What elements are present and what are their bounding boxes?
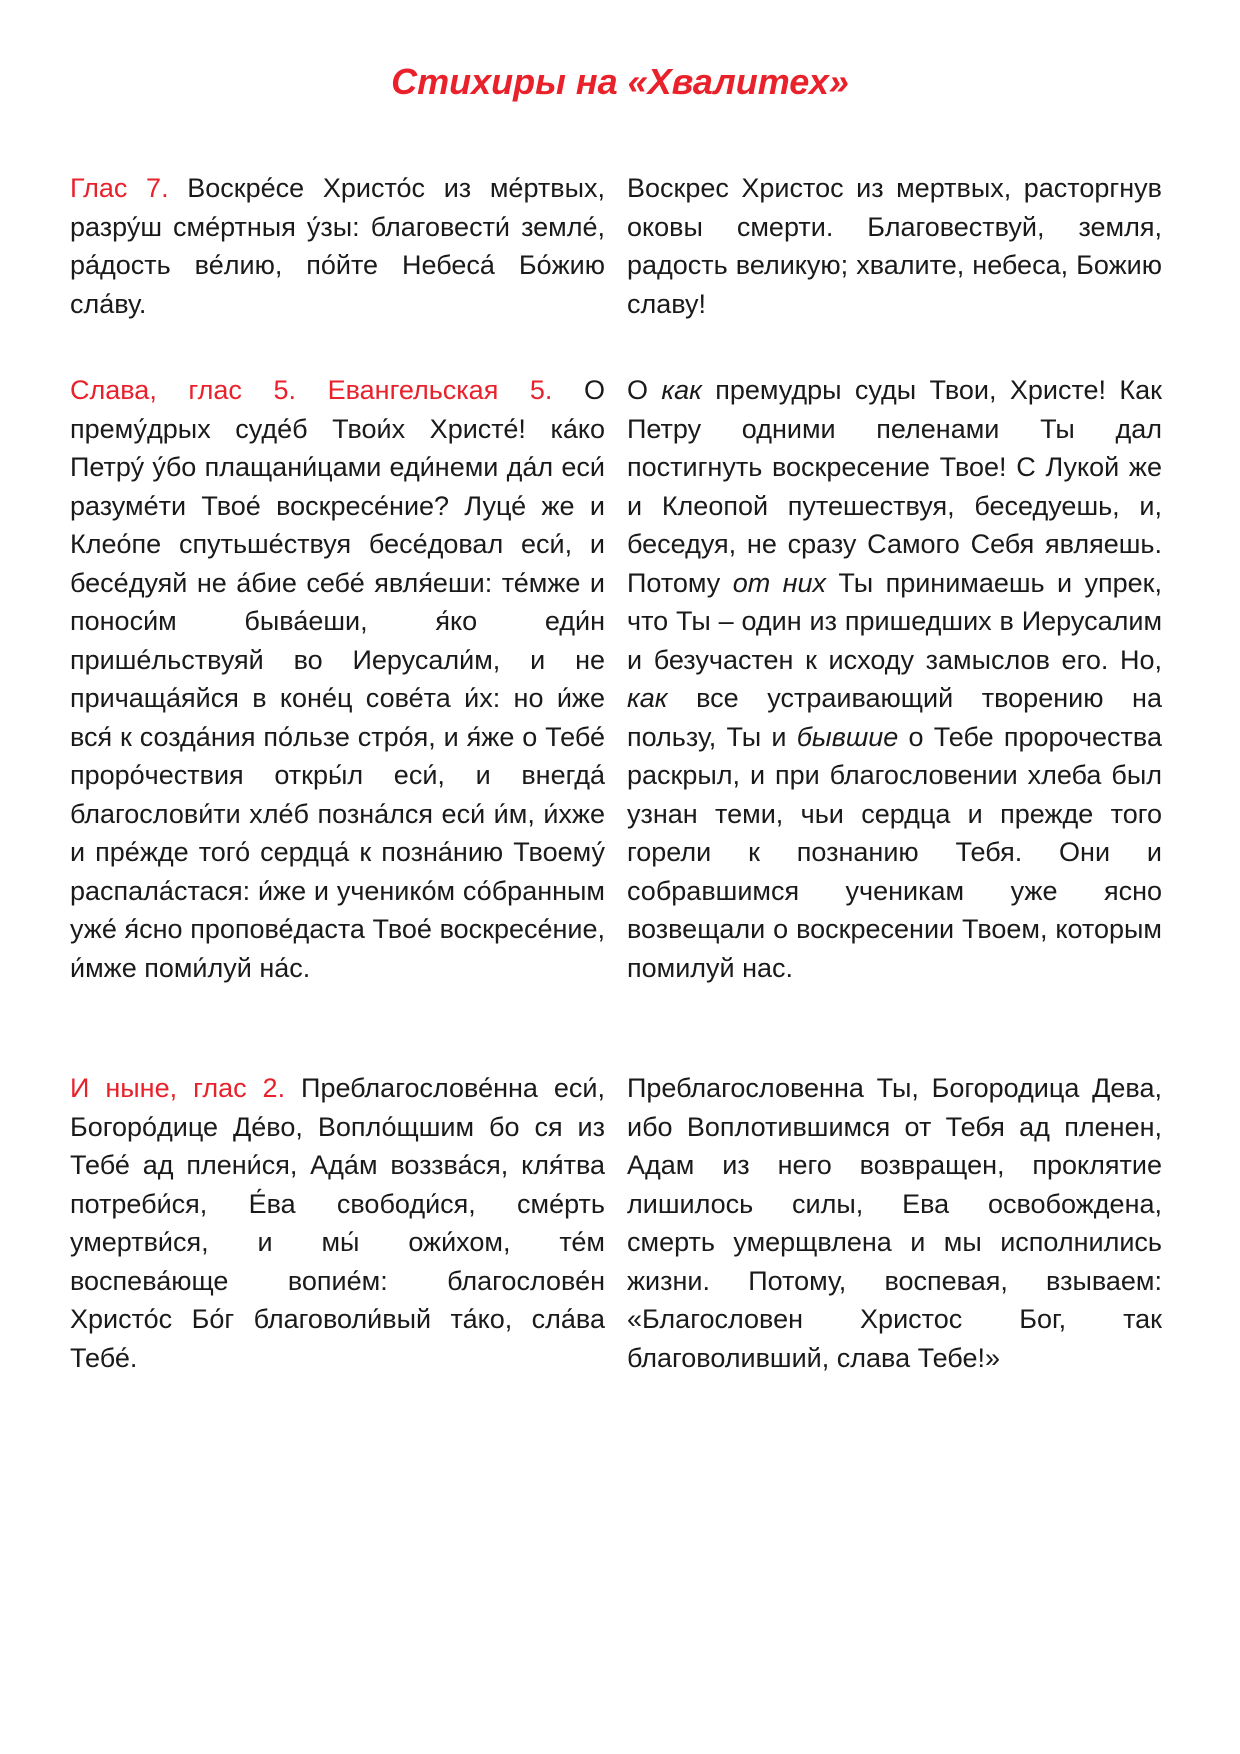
- slavonic-body: О прему́дрых суде́б Твои́х Христе́! ка́ко Петру́ у́бо плащани́цами еди́неми да́л еси́ разуме́ти Твое́ воскресе́ние? Луце́ же и Клео́пе спутьше́ствуя бесе́довал еси́, и бесе́дуяй не а́бие себе́ явля́еши: те́мже и поноси́м быва́еши, я́ко еди́н пришéльствуяй во Иерусали́м, и не причаща́яйся в коне́ц сове́та и́х: но и́же вся́ к созда́ния по́льзе стро́я, и я́же о Тебе́ проро́чествия откры́л еси́, и внегда́ благослови́ти хле́б позна́лся еси́ и́м, и́хже и пре́жде того́ сердца́ к позна́нию Твоему́ распала́стася: и́же и ученико́м со́бранным уже́ я́сно пропове́даста Твое́ воскресе́ние, и́мже поми́луй на́с.: [70, 375, 605, 983]
- page-title: Стихиры на «Хвалитех»: [391, 61, 849, 102]
- translation-fragment-italic: от них: [732, 567, 827, 598]
- section-label: Слава, глас 5. Евангельская 5.: [70, 375, 553, 405]
- translation-fragment-italic: как: [627, 683, 668, 713]
- translation-fragment: премудры суды Твои, Христе! Как Петру одними пеленами Ты дал постигнуть воскресение Твое! С Лукой же и Клеопой путешествуя, беседуешь, и, беседуя, не сразу Самого Себя являешь. Потому: [627, 375, 1162, 598]
- translation-fragment: все устраивающий творению на пользу, Ты и: [627, 683, 1162, 752]
- section-label: Глас 7.: [70, 173, 169, 203]
- church-slavonic-text: [70, 1069, 605, 1377]
- section-label: И ныне, глас 2.: [70, 1073, 286, 1103]
- russian-translation-text: [627, 371, 1162, 987]
- church-slavonic-text: [70, 169, 605, 323]
- translation-fragment: Ты принимаешь и упрек, что Ты – один из пришедших в Иерусалим и безучастен к исходу замыслов его. Но,: [627, 567, 1162, 675]
- translation-fragment: О: [627, 375, 662, 405]
- slavonic-body: Преблагослове́нна еси́, Богоро́дице Де́во, Вопло́щшим бо ся из Тебе́ ад плени́ся, Ада́м воззва́ся, кля́тва потреби́ся, Е́ва свободи́ся, сме́рть умертви́ся, и мы́ ожи́хом, те́м воспева́юще вопие́м: благослове́н Христо́с Бо́г благоволи́вый та́ко, сла́ва Тебе́.: [70, 1073, 605, 1373]
- translation-fragment-italic: бывшие: [796, 721, 899, 752]
- translation-fragment-italic: как: [661, 375, 702, 405]
- russian-translation-text: Воскрес Христос из мертвых, расторгнув оковы смерти. Благовествуй, земля, радость великую; хвалите, небеса, Божию славу!: [627, 173, 1162, 319]
- church-slavonic-text: [70, 371, 605, 987]
- russian-translation-text: Преблагословенна Ты, Богородица Дева, ибо Воплотившимся от Тебя ад пленен, Адам из него возвращен, проклятие лишилось силы, Ева освобождена, смерть умерщвлена и мы исполнились жизни. Потому, воспевая, взываем: «Благословен Христос Бог, так благоволивший, слава Тебе!»: [627, 1073, 1162, 1373]
- translation-fragment: о Тебе пророчества раскрыл, и при благословении хлеба был узнан теми, чьи сердца и прежде того горели к познанию Тебя. Они и собравшимся ученикам уже ясно возвещали о воскресении Твоем, которым помилуй нас.: [627, 721, 1162, 983]
- slavonic-body: Воскре́се Христо́с из ме́ртвых, разру́ш сме́ртныя у́зы: благовести́ земле́, ра́дость ве́лию, по́йте Небеса́ Бо́жию сла́ву.: [70, 173, 605, 319]
